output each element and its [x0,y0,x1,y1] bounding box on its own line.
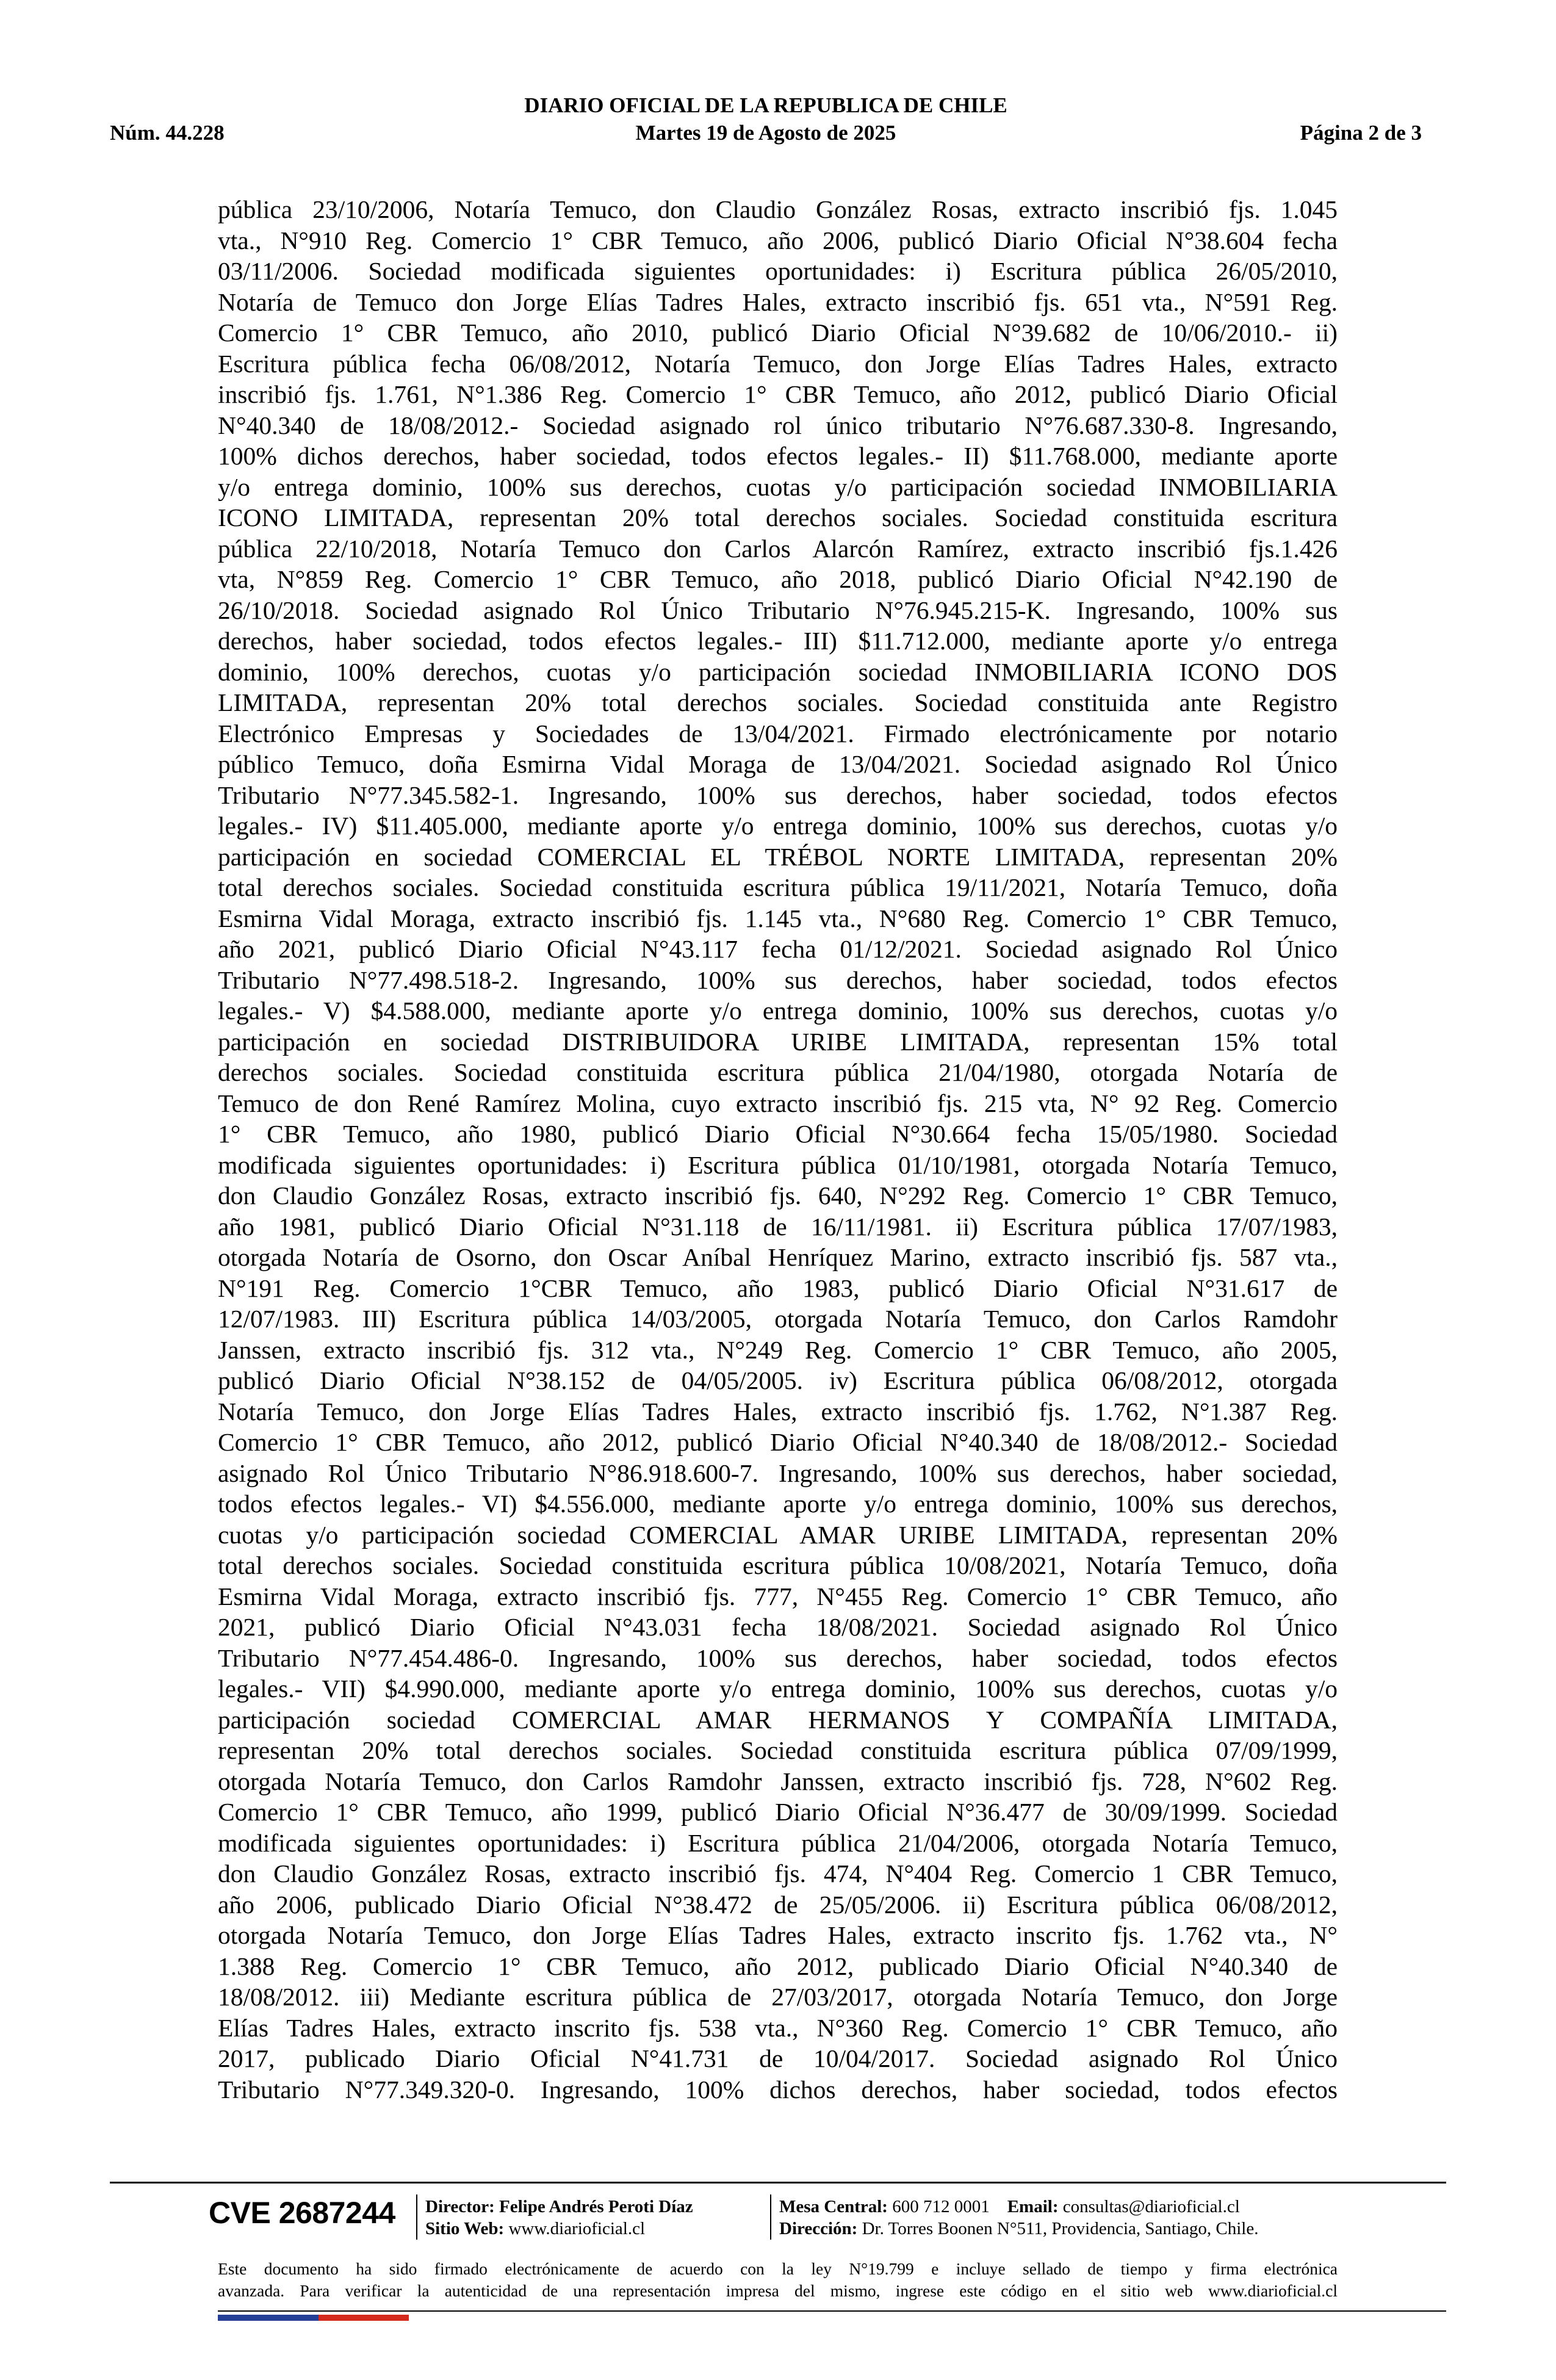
body-line: Tributario N°77.454.486-0. Ingresando, 100% sus derechos, haber sociedad, todos efectos [218,1643,1338,1672]
cve-code: CVE 2687244 [209,2196,395,2230]
body-line: Comercio 1° CBR Temuco, año 1999, publicó Diario Oficial N°36.477 de 30/09/1999. Sociedad [218,1798,1338,1826]
body-line: Tributario N°77.349.320-0. Ingresando, 100% dichos derechos, haber sociedad, todos efectos [218,2075,1338,2104]
notice-divider [218,2310,1446,2312]
body-line: dominio, 100% derechos, cuotas y/o participación sociedad INMOBILIARIA ICONO DOS [218,657,1338,686]
body-line: 2021, publicó Diario Oficial N°43.031 fecha 18/08/2021. Sociedad asignado Rol Único [218,1613,1338,1641]
body-line: LIMITADA, representan 20% total derechos sociales. Sociedad constituida ante Registro [218,688,1338,716]
page-header [110,93,1422,154]
body-line: legales.- VII) $4.990.000, mediante aporte y/o entrega dominio, 100% sus derechos, cuotas y/o [218,1675,1338,1703]
footer-divider [110,2182,1446,2183]
body-line: derechos sociales. Sociedad constituida escritura pública 21/04/1980, otorgada Notaría de [218,1058,1338,1086]
body-line: inscribió fjs. 1.761, N°1.386 Reg. Comercio 1° CBR Temuco, año 2012, publicó Diario Oficial [218,380,1338,408]
notice-line: avanzada. Para verificar la autenticidad de una representación impresa del mismo, ingrese este código en el sitio web www.diarioficial.cl [218,2281,1338,2300]
email-link[interactable]: consultas@diarioficial.cl [1062,2197,1240,2216]
body-line: participación en sociedad COMERCIAL EL TRÉBOL NORTE LIMITADA, representan 20% [218,842,1338,871]
body-line: 18/08/2012. iii) Mediante escritura pública de 27/03/2017, otorgada Notaría Temuco, don Jorge [218,1983,1338,2011]
body-line: año 2021, publicó Diario Oficial N°43.117 fecha 01/12/2021. Sociedad asignado Rol Único [218,935,1338,963]
body-line: Comercio 1° CBR Temuco, año 2012, publicó Diario Oficial N°40.340 de 18/08/2012.- Sociedad [218,1428,1338,1456]
body-line: pública 22/10/2018, Notaría Temuco don Carlos Alarcón Ramírez, extracto inscribió fjs.1.426 [218,534,1338,563]
body-line: modificada siguientes oportunidades: i) Escritura pública 01/10/1981, otorgada Notaría Temuco, [218,1150,1338,1179]
body-line: Janssen, extracto inscribió fjs. 312 vta., N°249 Reg. Comercio 1° CBR Temuco, año 2005, [218,1335,1338,1364]
flag-stripe-red [319,2315,409,2321]
body-line: participación en sociedad DISTRIBUIDORA URIBE LIMITADA, representan 15% total [218,1027,1338,1056]
signature-notice [218,2258,1338,2302]
body-line: N°40.340 de 18/08/2012.- Sociedad asignado rol único tributario N°76.687.330-8. Ingresando, [218,411,1338,439]
footer-contact-block [779,2196,1258,2240]
body-line: derechos, haber sociedad, todos efectos legales.- III) $11.712.000, mediante aporte y/o entrega [218,627,1338,655]
phone-label: Mesa Central: [779,2197,888,2216]
flag-stripe-blue [218,2315,319,2321]
director-label: Director: [425,2197,495,2216]
document-body [218,194,1338,2105]
body-line: Comercio 1° CBR Temuco, año 2010, publicó Diario Oficial N°39.682 de 10/06/2010.- ii) [218,319,1338,347]
address-label: Dirección: [779,2219,858,2238]
body-line: cuotas y/o participación sociedad COMERCIAL AMAR URIBE LIMITADA, representan 20% [218,1520,1338,1549]
body-line: Escritura pública fecha 06/08/2012, Notaría Temuco, don Jorge Elías Tadres Hales, extracto [218,349,1338,378]
body-line: total derechos sociales. Sociedad constituida escritura pública 10/08/2021, Notaría Temuco, doña [218,1551,1338,1579]
footer-separator [416,2194,417,2240]
issue-number: Núm. 44.228 [110,121,225,145]
director-name: Felipe Andrés Peroti Díaz [499,2197,693,2216]
body-line: otorgada Notaría de Osorno, don Oscar Aníbal Henríquez Marino, extracto inscribió fjs. 587 vta., [218,1243,1338,1271]
body-line: participación sociedad COMERCIAL AMAR HERMANOS Y COMPAÑÍA LIMITADA, [218,1705,1338,1734]
body-line: público Temuco, doña Esmirna Vidal Moraga de 13/04/2021. Sociedad asignado Rol Único [218,750,1338,778]
body-line: Tributario N°77.498.518-2. Ingresando, 100% sus derechos, haber sociedad, todos efectos [218,965,1338,994]
body-line: representan 20% total derechos sociales. Sociedad constituida escritura pública 07/09/1999, [218,1736,1338,1764]
body-line: legales.- IV) $11.405.000, mediante aporte y/o entrega dominio, 100% sus derechos, cuotas y/o [218,812,1338,840]
gazette-title: DIARIO OFICIAL DE LA REPUBLICA DE CHILE [524,93,1007,117]
body-line: ICONO LIMITADA, representan 20% total derechos sociales. Sociedad constituida escritura [218,503,1338,532]
body-line: Notaría de Temuco don Jorge Elías Tadres Hales, extracto inscribió fjs. 651 vta., N°591 Reg. [218,287,1338,316]
body-line: modificada siguientes oportunidades: i) Escritura pública 21/04/2006, otorgada Notaría Temuco, [218,1828,1338,1857]
body-line: 1° CBR Temuco, año 1980, publicó Diario Oficial N°30.664 fecha 15/05/1980. Sociedad [218,1120,1338,1148]
body-line: 100% dichos derechos, haber sociedad, todos efectos legales.- II) $11.768.000, mediante aporte [218,442,1338,470]
body-line: otorgada Notaría Temuco, don Carlos Ramdohr Janssen, extracto inscribió fjs. 728, N°602 Reg. [218,1767,1338,1795]
body-line: y/o entrega dominio, 100% sus derechos, cuotas y/o participación sociedad INMOBILIARIA [218,472,1338,501]
phone-value: 600 712 0001 [892,2197,990,2216]
notice-line: Este documento ha sido firmado electrónicamente de acuerdo con la ley N°19.799 e incluye sellado de tiempo y firma electrónica [218,2259,1338,2278]
body-line: Temuco de don René Ramírez Molina, cuyo extracto inscribió fjs. 215 vta, N° 92 Reg. Comercio [218,1089,1338,1117]
body-line: Elías Tadres Hales, extracto inscrito fjs. 538 vta., N°360 Reg. Comercio 1° CBR Temuco, año [218,2013,1338,2042]
body-line: Esmirna Vidal Moraga, extracto inscribió fjs. 1.145 vta., N°680 Reg. Comercio 1° CBR Temuco, [218,904,1338,932]
body-line: publicó Diario Oficial N°38.152 de 04/05/2005. iv) Escritura pública 06/08/2012, otorgada [218,1366,1338,1394]
body-line: 03/11/2006. Sociedad modificada siguientes oportunidades: i) Escritura pública 26/05/2010, [218,257,1338,285]
address-value: Dr. Torres Boonen N°511, Providencia, Santiago, Chile. [862,2219,1259,2238]
issue-date: Martes 19 de Agosto de 2025 [635,121,896,145]
body-line: N°191 Reg. Comercio 1°CBR Temuco, año 1983, publicó Diario Oficial N°31.617 de [218,1274,1338,1302]
body-line: asignado Rol Único Tributario N°86.918.600-7. Ingresando, 100% sus derechos, haber sociedad, [218,1459,1338,1487]
body-line: vta, N°859 Reg. Comercio 1° CBR Temuco, año 2018, publicó Diario Oficial N°42.190 de [218,565,1338,593]
site-link[interactable]: www.diarioficial.cl [508,2219,646,2238]
body-line: 26/10/2018. Sociedad asignado Rol Único Tributario N°76.945.215-K. Ingresando, 100% sus [218,596,1338,624]
body-line: don Claudio González Rosas, extracto inscribió fjs. 474, N°404 Reg. Comercio 1 CBR Temuco, [218,1859,1338,1888]
body-line: legales.- V) $4.588.000, mediante aporte y/o entrega dominio, 100% sus derechos, cuotas y/o [218,997,1338,1025]
footer-director-block [425,2196,693,2240]
footer-separator [770,2194,771,2240]
body-line: total derechos sociales. Sociedad constituida escritura pública 19/11/2021, Notaría Temuco, doña [218,873,1338,901]
body-line: año 2006, publicado Diario Oficial N°38.472 de 25/05/2006. ii) Escritura pública 06/08/2012, [218,1890,1338,1919]
body-line: 2017, publicado Diario Oficial N°41.731 de 10/04/2017. Sociedad asignado Rol Único [218,2044,1338,2072]
body-line: Esmirna Vidal Moraga, extracto inscribió fjs. 777, N°455 Reg. Comercio 1° CBR Temuco, año [218,1582,1338,1610]
page-number: Página 2 de 3 [1300,121,1422,145]
body-line: vta., N°910 Reg. Comercio 1° CBR Temuco, año 2006, publicó Diario Oficial N°38.604 fecha [218,226,1338,254]
body-line: don Claudio González Rosas, extracto inscribió fjs. 640, N°292 Reg. Comercio 1° CBR Temuco, [218,1181,1338,1210]
body-line: 1.388 Reg. Comercio 1° CBR Temuco, año 2012, publicado Diario Oficial N°40.340 de [218,1952,1338,1980]
body-line: pública 23/10/2006, Notaría Temuco, don Claudio González Rosas, extracto inscribió fjs. 1.045 [218,195,1338,223]
body-line: año 1981, publicó Diario Oficial N°31.118 de 16/11/1981. ii) Escritura pública 17/07/1983, [218,1212,1338,1241]
site-label: Sitio Web: [425,2219,505,2238]
body-line: otorgada Notaría Temuco, don Jorge Elías Tadres Hales, extracto inscrito fjs. 1.762 vta., N° [218,1921,1338,1949]
email-label: Email: [1007,2197,1059,2216]
body-line: Tributario N°77.345.582-1. Ingresando, 100% sus derechos, haber sociedad, todos efectos [218,781,1338,809]
body-line: todos efectos legales.- VI) $4.556.000, mediante aporte y/o entrega dominio, 100% sus derechos, [218,1490,1338,1518]
body-line: Notaría Temuco, don Jorge Elías Tadres Hales, extracto inscribió fjs. 1.762, N°1.387 Reg. [218,1397,1338,1426]
body-line: 12/07/1983. III) Escritura pública 14/03/2005, otorgada Notaría Temuco, don Carlos Ramdohr [218,1305,1338,1333]
body-line: Electrónico Empresas y Sociedades de 13/04/2021. Firmado electrónicamente por notario [218,719,1338,748]
